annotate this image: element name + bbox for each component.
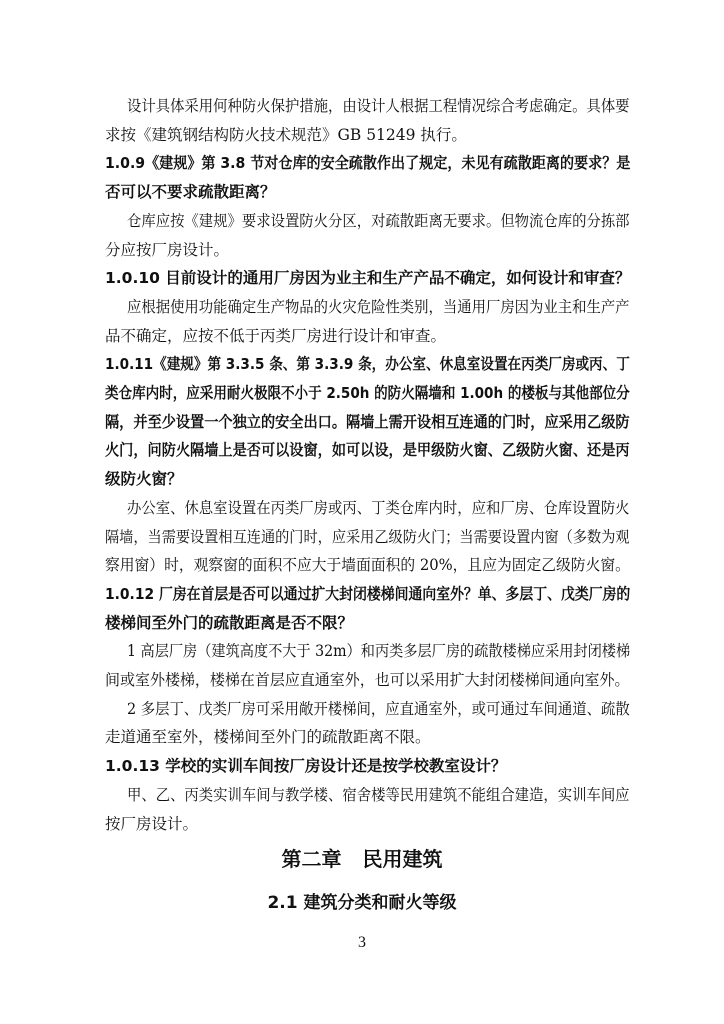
paragraph-line: 走道通至室外，楼梯间至外门的疏散距离不限。: [105, 728, 431, 746]
paragraph-line: 仓库应按《建规》要求设置防火分区，对疏散距离无要求。但物流仓库的分拣部: [127, 212, 630, 230]
paragraph-line: 办公室、休息室设置在丙类厂房或丙、丁类仓库内时，应和厂房、仓库设置防火: [127, 499, 630, 517]
question-line: 楼梯间至外门的疏散距离是否不限？: [105, 614, 354, 632]
question-line: 隔，并至少设置一个独立的安全出口。隔墙上需开设相互连通的门时，应采用乙级防: [105, 413, 630, 431]
paragraph-line: 求按《建筑钢结构防火技术规范》GB 51249 执行。: [105, 126, 467, 144]
question-line: 1.0.12 厂房在首层是否可以通过扩大封闭楼梯间通向室外？单、多层丁、戊类厂房的: [105, 585, 631, 603]
paragraph-line: 品不确定，应按不低于丙类厂房进行设计和审查。: [105, 327, 447, 345]
paragraph-line: 按厂房设计。: [105, 815, 199, 833]
question-line: 1.0.13 学校的实训车间按厂房设计还是按学校教室设计？: [105, 757, 507, 775]
chapter-title: 第二章 民用建筑: [281, 847, 443, 871]
paragraph-line: 设计具体采用何种防火保护措施，由设计人根据工程情况综合考虑确定。具体要: [127, 97, 630, 115]
question-line: 1.0.9《建规》第 3.8 节对仓库的安全疏散作出了规定，未见有疏散距离的要求？是: [105, 154, 631, 172]
question-line: 否可以不要求疏散距离？: [105, 183, 276, 201]
paragraph-line: 间或室外楼梯，楼梯在首层应直通室外，也可以采用扩大封闭楼梯间通向室外。: [105, 671, 630, 689]
question-line: 火门，问防火隔墙上是否可以设窗，如可以设，是甲级防火窗、乙级防火窗、还是丙: [105, 441, 630, 459]
question-line: 级防火窗？: [105, 470, 183, 488]
paragraph-line: 1 高层厂房（建筑高度不大于 32m）和丙类多层厂房的疏散楼梯应采用封闭楼梯: [127, 642, 631, 660]
question-line: 1.0.11《建规》第 3.3.5 条、第 3.3.9 条，办公室、休息室设置在丙类厂房或丙、丁: [105, 355, 630, 373]
page-number: 3: [358, 934, 366, 951]
paragraph-line: 察用窗）时，观察窗的面积不应大于墙面面积的 20%，且应为固定乙级防火窗。: [105, 556, 630, 574]
paragraph-line: 分应按厂房设计。: [105, 241, 230, 259]
section-title: 2.1 建筑分类和耐火等级: [267, 893, 457, 913]
question-line: 类仓库内时，应采用耐火极限不小于 2.50h 的防火隔墙和 1.00h 的楼板与其他部位分: [105, 384, 630, 402]
paragraph-line: 甲、乙、丙类实训车间与教学楼、宿舍楼等民用建筑不能组合建造，实训车间应: [127, 786, 630, 804]
paragraph-line: 2 多层丁、戊类厂房可采用敞开楼梯间，应直通室外，或可通过车间通道、疏散: [127, 700, 630, 718]
question-line: 1.0.10 目前设计的通用厂房因为业主和生产产品不确定，如何设计和审查？: [105, 269, 631, 287]
paragraph-line: 应根据使用功能确定生产物品的火灾危险性类别，当通用厂房因为业主和生产产: [127, 298, 630, 316]
paragraph-line: 隔墙，当需要设置相互连通的门时，应采用乙级防火门；当需要设置内窗（多数为观: [105, 528, 630, 546]
